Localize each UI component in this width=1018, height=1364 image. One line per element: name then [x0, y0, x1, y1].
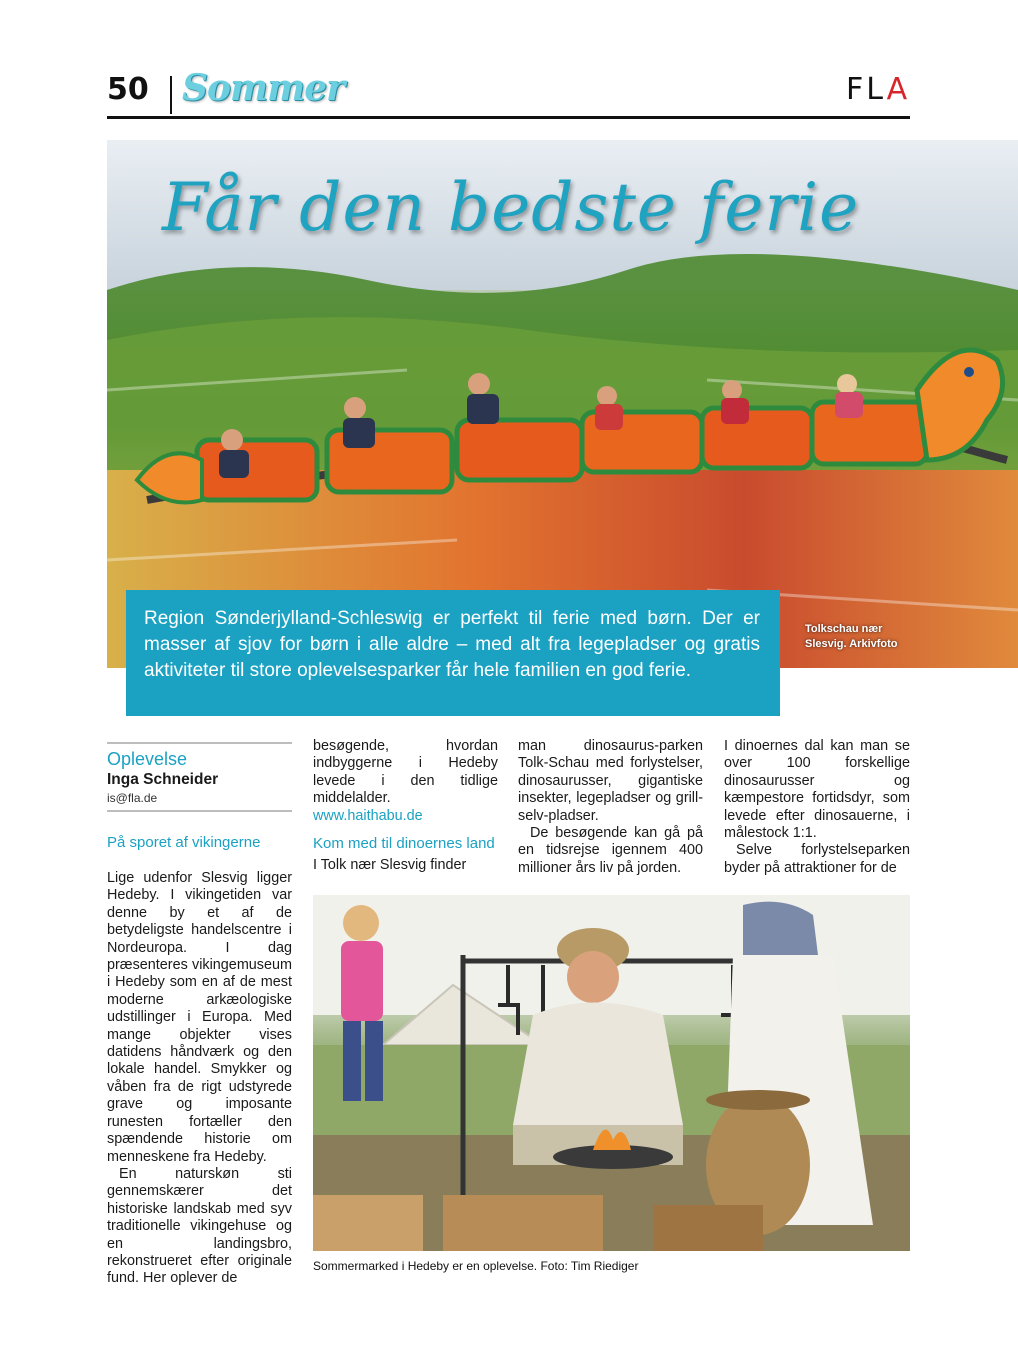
- market-photo-caption: Sommermarked i Hedeby er en oplevelse. Foto: Tim Riediger: [313, 1259, 639, 1273]
- body-paragraph: De besøgende kan gå på en tidsrejse igennem 400 millioner års liv på jorden.: [518, 825, 703, 876]
- publication-logo: [846, 72, 910, 108]
- subheading: På sporet af vikingerne: [107, 834, 261, 851]
- body-paragraph: I dinoernes dal kan man se over 100 forskellige dinosaurusser og kæmpestore fortidsdyr, som levede efter dinosauerne, i målestock 1:1.: [724, 738, 910, 842]
- section-title: Sommer: [182, 67, 345, 109]
- byline-rule: [107, 810, 292, 812]
- lead-paragraph-box: Region Sønderjylland-Schleswig er perfekt til ferie med børn. Der er masser af sjov for børn i alle aldre – med alt fra legepladser og gratis aktiviteter til store oplevelsesparker får hele familien en god ferie.: [126, 590, 780, 716]
- byline-author: Inga Schneider: [107, 771, 219, 788]
- body-paragraph: besøgende, hvordan indbyggerne i Hedeby levede i den tidlige middelalder.: [313, 738, 498, 807]
- body-paragraph: Lige udenfor Slesvig ligger Hedeby. I vikingetiden var denne by et af de betydeligste handelscentre i Nordeuropa. I dag præsenteres vikingemuseum i Hedeby som en af de mest moderne arkæologiske udstillinger i Europa. Med mange objekter vises datidens håndværk og den lokale handel. Smykker og våben fra de rigt udstyrede grave og imposante runesten fortæller den spændende historie om menneskene fra Hedeby.: [107, 870, 292, 1165]
- article-column-4: [724, 738, 910, 877]
- market-photo: [313, 895, 910, 1251]
- subheading: Kom med til dinoernes land: [313, 835, 495, 853]
- headline: Får den bedste ferie: [162, 169, 860, 246]
- page-number: 50: [107, 72, 149, 107]
- byline-rule: [107, 742, 292, 744]
- body-paragraph: En naturskøn sti gennemskærer det historiske landskab med syv traditionelle vikingehuse og en landingsbro, rekonstrueret efter originale fund. Her oplever de: [107, 1165, 292, 1287]
- article-column-1: [107, 742, 292, 1288]
- website-link[interactable]: www.haithabu.de: [313, 807, 423, 824]
- hero-photo-caption: Tolkschau nær Slesvig. Arkivfoto: [805, 623, 898, 650]
- byline-email[interactable]: is@fla.de: [107, 791, 158, 805]
- logo-text: FL: [846, 72, 887, 107]
- hero-photo: [107, 140, 1018, 668]
- body-paragraph: man dinosaurus-parken Tolk-Schau med forlystelser, dinosaurusser, gigantiske insekter, legepladser og grill-selv-pladser.: [518, 738, 703, 824]
- article-column-3: [518, 738, 703, 877]
- article-column-2: [313, 738, 498, 874]
- header-rule: [107, 116, 910, 119]
- viking-market-illustration: [313, 895, 910, 1251]
- header-separator: [170, 76, 172, 114]
- body-paragraph: I Tolk nær Slesvig finder: [313, 857, 467, 874]
- byline-category: Oplevelse: [107, 749, 188, 769]
- logo-accent-letter: A: [886, 72, 911, 107]
- body-paragraph: Selve forlystelseparken byder på attraktioner for de: [724, 842, 910, 876]
